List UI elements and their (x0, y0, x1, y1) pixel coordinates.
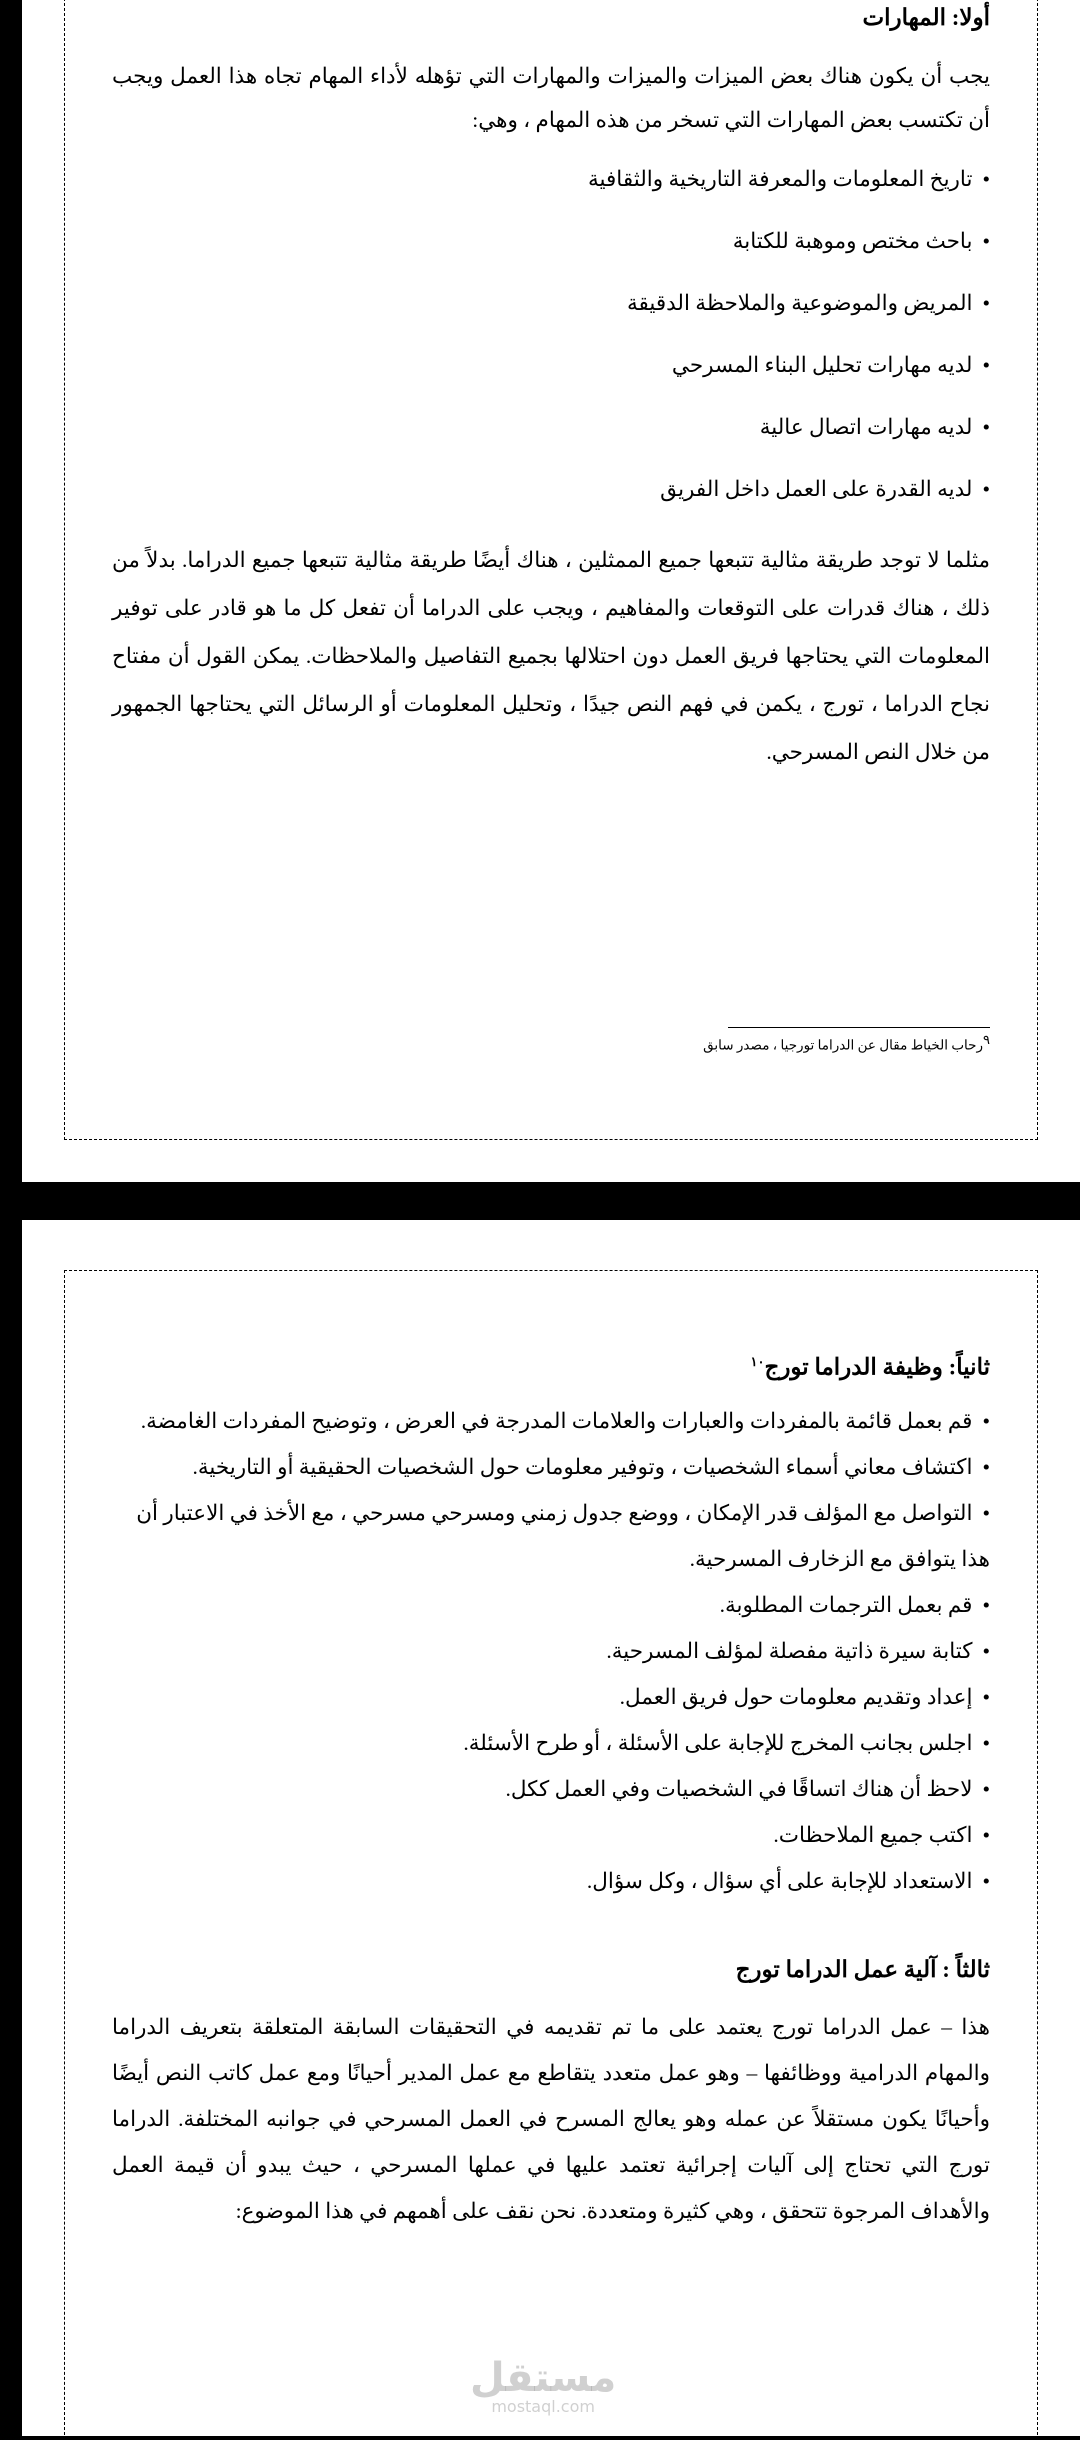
function-heading-text: ثانياً: وظيفة الدراما تورج (764, 1354, 990, 1380)
section-heading-skills: أولا: المهارات (862, 5, 990, 30)
document-page-2 (22, 1220, 1080, 2436)
list-item: • اجلس بجانب المخرج للإجابة على الأسئلة ، أو طرح الأسئلة. (112, 1720, 990, 1766)
list-item: • تاريخ المعلومات والمعرفة التاريخية والثقافية (112, 148, 990, 210)
footnote-text: رحاب الخياط مقال عن الدراما تورجيا ، مصدر سابق (703, 1037, 984, 1053)
skills-paragraph: مثلما لا توجد طريقة مثالية تتبعها جميع الممثلين ، هناك أيضًا طريقة مثالية تتبعها جميع الدراما. بدلاً من ذلك ، هناك قدرات على التوقعات والمفاهيم ، ويجب على الدراما أن تفعل كل ما هو قادر على توفير المعلومات التي يحتاجها فريق العمل دون احتلالها بجميع التفاصيل والملاحظات. يمكن القول أن مفتاح نجاح الدراما ، تورج ، يكمن في فهم النص جيدًا ، وتحليل المعلومات أو الرسائل التي يحتاجها الجمهور من خلال النص المسرحي. (112, 548, 990, 764)
list-item: • قم بعمل قائمة بالمفردات والعبارات والعلامات المدرجة في العرض ، وتوضيح المفردات الغامضة. (112, 1398, 990, 1444)
footnote (703, 1032, 990, 1054)
mechanism-paragraph: هذا – عمل الدراما تورج يعتمد على ما تم تقديمه في التحقيقات السابقة المتعلقة بتعريف الدراما والمهام الدرامية ووظائفها – وهو عمل متعدد يتقاطع مع عمل المدير أحيانًا ومع عمل كاتب النص أيضًا وأحيانًا يكون مستقلاً عن عمله وهو يعالج المسرح في العمل المسرحي في جوانبه المختلفة. الدراما تورج التي تحتاج إلى آليات إجرائية تعتمد عليها في عملها المسرحي ، حيث يبدو أن قيمة العمل والأهداف المرجوة تتحقق ، وهي كثيرة ومتعددة. نحن نقف على أهمهم في هذا الموضوع: (112, 2014, 990, 2223)
section-heading-mechanism: ثالثاً : آلية عمل الدراما تورج (735, 1956, 990, 1982)
list-item: • إعداد وتقديم معلومات حول فريق العمل. (112, 1674, 990, 1720)
list-item: • كتابة سيرة ذاتية مفصلة لمؤلف المسرحية. (112, 1628, 990, 1674)
skills-intro-paragraph: يجب أن يكون هناك بعض الميزات والميزات والمهارات التي تؤهله لأداء المهام تجاه هذا العمل ويجب أن تكتسب بعض المهارات التي تسخر من هذه المهام ، وهي: (112, 64, 990, 132)
page-1-content (112, 0, 990, 776)
document-page-1 (22, 0, 1080, 1182)
list-item: • لديه مهارات اتصال عالية (112, 396, 990, 458)
footnote-separator (728, 1027, 990, 1028)
list-item: • لديه مهارات تحليل البناء المسرحي (112, 334, 990, 396)
list-item: • باحث مختص وموهبة للكتابة (112, 210, 990, 272)
skills-list (112, 148, 990, 520)
list-item: • لاحظ أن هناك اتساقًا في الشخصيات وفي العمل ككل. (112, 1766, 990, 1812)
list-item: • قم بعمل الترجمات المطلوبة. (112, 1582, 990, 1628)
heading-footnote-mark: ١٠ (750, 1354, 765, 1369)
list-item: • لديه القدرة على العمل داخل الفريق (112, 458, 990, 520)
section-heading-function (112, 1344, 990, 1386)
list-item: • المريض والموضوعية والملاحظة الدقيقة (112, 272, 990, 334)
list-item: • اكتشاف معاني أسماء الشخصيات ، وتوفير معلومات حول الشخصيات الحقيقية أو التاريخية. (112, 1444, 990, 1490)
footnote-mark: ٩ (983, 1032, 990, 1047)
watermark-brand-latin: mostaql.com (491, 2397, 595, 2416)
mostaql-watermark (470, 2355, 617, 2416)
watermark-brand-arabic: مستقل (470, 2355, 617, 2401)
function-list (112, 1398, 990, 1904)
list-item: • الاستعداد للإجابة على أي سؤال ، وكل سؤال. (112, 1858, 990, 1904)
list-item: • التواصل مع المؤلف قدر الإمكان ، ووضع جدول زمني ومسرحي مسرحي ، مع الأخذ في الاعتبار أن هذا يتوافق مع الزخارف المسرحية. (112, 1490, 990, 1582)
list-item: • اكتب جميع الملاحظات. (112, 1812, 990, 1858)
page-2-content (112, 1344, 990, 2234)
